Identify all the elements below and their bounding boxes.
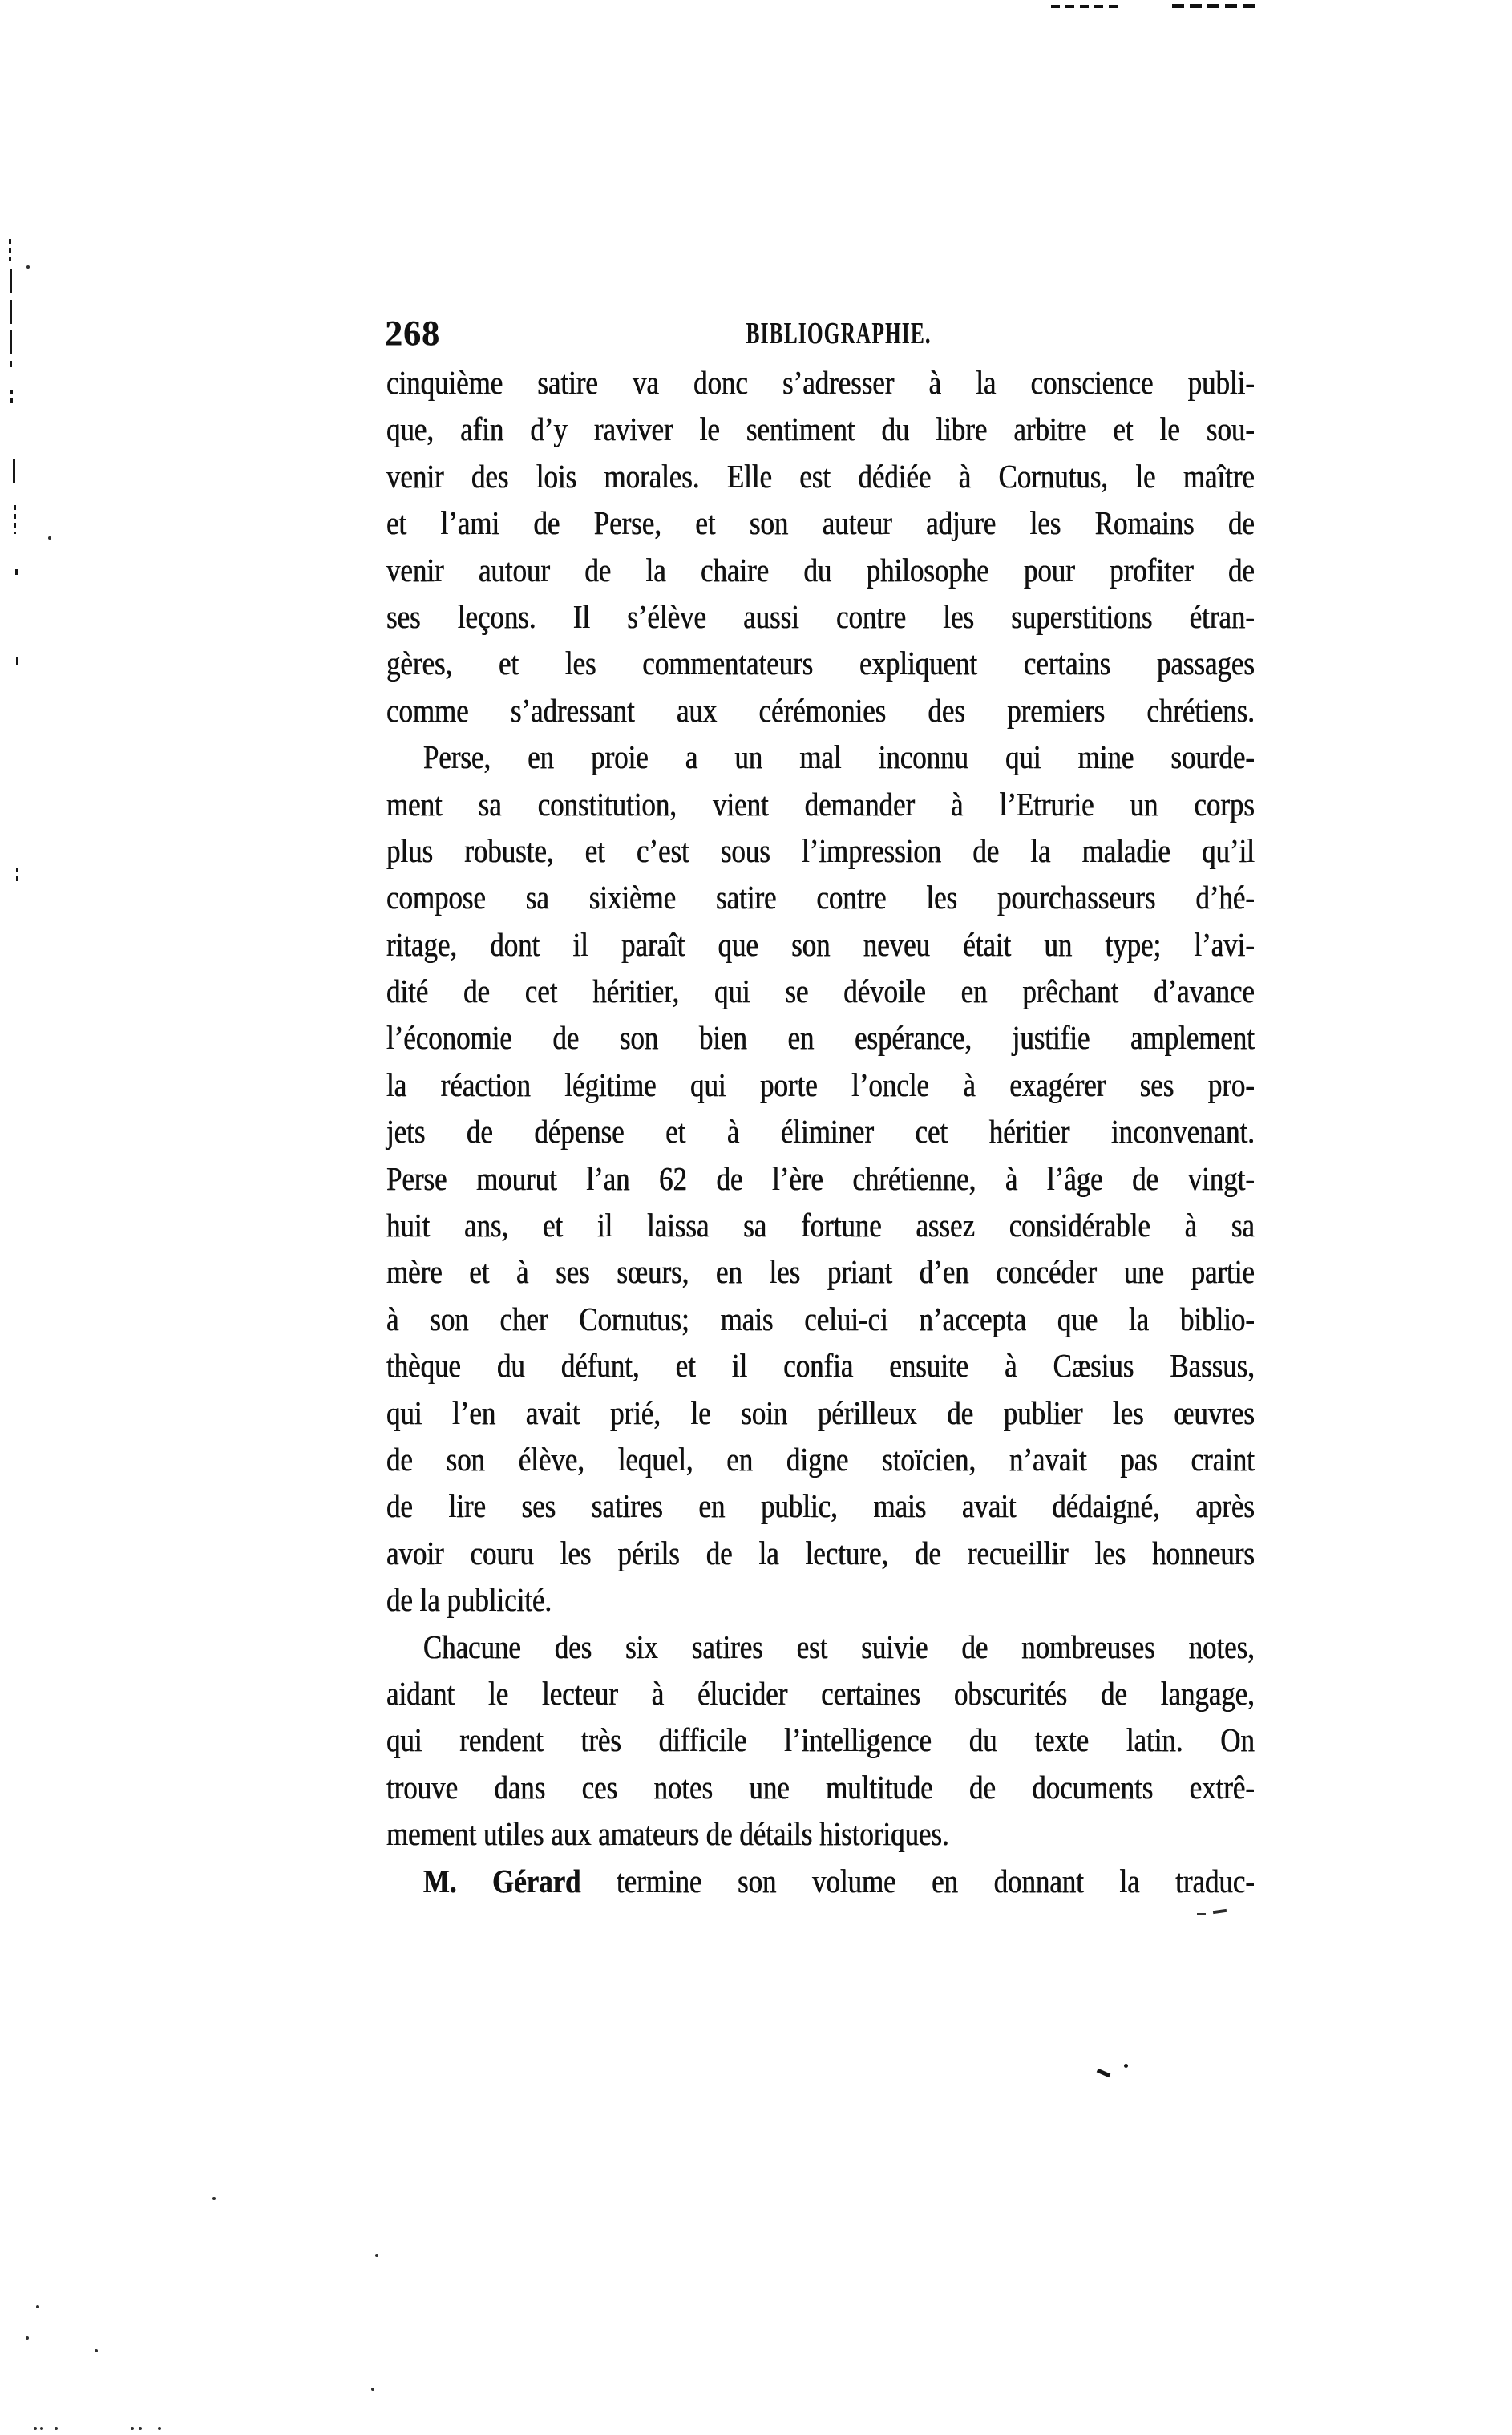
ink-speck (371, 2388, 374, 2391)
margin-scan-mark (13, 459, 15, 483)
text-line: thèque du défunt, et il confia ensuite à Cæsius Bassus, (386, 1347, 1255, 1385)
ink-speck (139, 2427, 142, 2430)
ink-speck (95, 2349, 98, 2352)
text-line: Chacune des six satires est suivie de nombreuses notes, (422, 1628, 1255, 1665)
text-line: venir des lois morales. Elle est dédiée à Cornutus, le maître (386, 457, 1255, 495)
scan-dash-mark (1172, 4, 1257, 8)
text-line: et l’ami de Perse, et son auteur adjure les Romains de (386, 504, 1255, 542)
scan-mark (1124, 2064, 1128, 2068)
text-line: compose sa sixième satire contre les pourchasseurs d’hé- (386, 879, 1255, 916)
ink-speck (40, 2427, 43, 2430)
scan-dash-mark (1051, 5, 1118, 8)
text-line: que, afin d’y raviver le sentiment du libre arbitre et le sou- (386, 411, 1255, 448)
text-line: à son cher Cornutus; mais celui-ci n’accepta que la biblio- (386, 1300, 1255, 1337)
ink-speck (375, 2254, 378, 2257)
text-line: mère et à ses sœurs, en les priant d’en concéder une partie (386, 1253, 1255, 1291)
text-line: aidant le lecteur à élucider certaines obscurités de langage, (386, 1674, 1255, 1712)
ink-speck (26, 2336, 29, 2340)
text-line-lead: M. Gérard (422, 1862, 581, 1899)
margin-scan-mark (15, 569, 18, 575)
margin-scan-mark (10, 390, 13, 404)
text-line: la réaction légitime qui porte l’oncle à exagérer ses pro- (386, 1066, 1255, 1103)
margin-scan-mark (14, 505, 16, 534)
text-line: ment sa constitution, vient demander à l’Etrurie un corps (386, 785, 1255, 823)
ink-speck (26, 265, 30, 269)
text-line: de lire ses satires en public, mais avait dédaigné, après (386, 1487, 1255, 1525)
margin-scan-mark (9, 239, 11, 261)
ink-speck (212, 2197, 216, 2200)
text-line: ritage, dont il paraît que son neveu était un type; l’avi- (386, 925, 1255, 963)
margin-scan-mark (16, 657, 18, 665)
scan-mark (1197, 1913, 1206, 1915)
text-line: de son élève, lequel, en digne stoïcien, n’avait pas craint (386, 1440, 1255, 1478)
ink-speck (48, 536, 51, 540)
text-line: mement utiles aux amateurs de détails historiques. (386, 1815, 949, 1853)
margin-scan-mark (10, 269, 12, 367)
text-line: avoir couru les périls de la lecture, de recueillir les honneurs (386, 1534, 1255, 1571)
ink-speck (158, 2427, 161, 2430)
text-line: cinquième satire va donc s’adresser à la conscience publi- (386, 364, 1255, 401)
text-line: M. Gérard termine son volume en donnant la traduc- (422, 1862, 1255, 1899)
text-line: comme s’adressant aux cérémonies des premiers chrétiens. (386, 691, 1255, 729)
margin-scan-mark (16, 868, 18, 884)
scan-mark (1213, 1909, 1227, 1914)
text-line: de la publicité. (386, 1581, 552, 1619)
ink-speck (131, 2427, 134, 2430)
text-line: ses leçons. Il s’élève aussi contre les superstitions étran- (386, 597, 1255, 635)
body-text (386, 359, 1408, 1904)
text-line: Perse, en proie a un mal inconnu qui mine sourde- (422, 738, 1255, 776)
text-line: qui l’en avait prié, le soin périlleux de publier les œuvres (386, 1393, 1255, 1431)
text-line: Perse mourut l’an 62 de l’ère chrétienne, à l’âge de vingt- (386, 1159, 1255, 1197)
page-number: 268 (385, 313, 440, 353)
text-line: jets de dépense et à éliminer cet héritier inconvenant. (386, 1113, 1255, 1151)
text-line: gères, et les commentateurs expliquent certains passages (386, 645, 1255, 682)
running-header-text: BIBLIOGRAPHIE. (746, 317, 932, 350)
text-line: venir autour de la chaire du philosophe pour profiter de (386, 551, 1255, 589)
running-header (698, 316, 939, 351)
text-line: huit ans, et il laissa sa fortune assez considérable à sa (386, 1207, 1255, 1244)
ink-speck (36, 2305, 39, 2308)
ink-speck (34, 2427, 37, 2430)
scan-mark (1097, 2069, 1111, 2077)
text-line: qui rendent très difficile l’intelligence du texte latin. On (386, 1721, 1255, 1759)
text-line: l’économie de son bien en espérance, justifie amplement (386, 1019, 1255, 1057)
text-line: plus robuste, et c’est sous l’impression de la maladie qu’il (386, 831, 1255, 869)
text-line: dité de cet héritier, qui se dévoile en prêchant d’avance (386, 973, 1255, 1010)
ink-speck (55, 2427, 58, 2430)
text-line: trouve dans ces notes une multitude de documents extrê- (386, 1768, 1255, 1806)
